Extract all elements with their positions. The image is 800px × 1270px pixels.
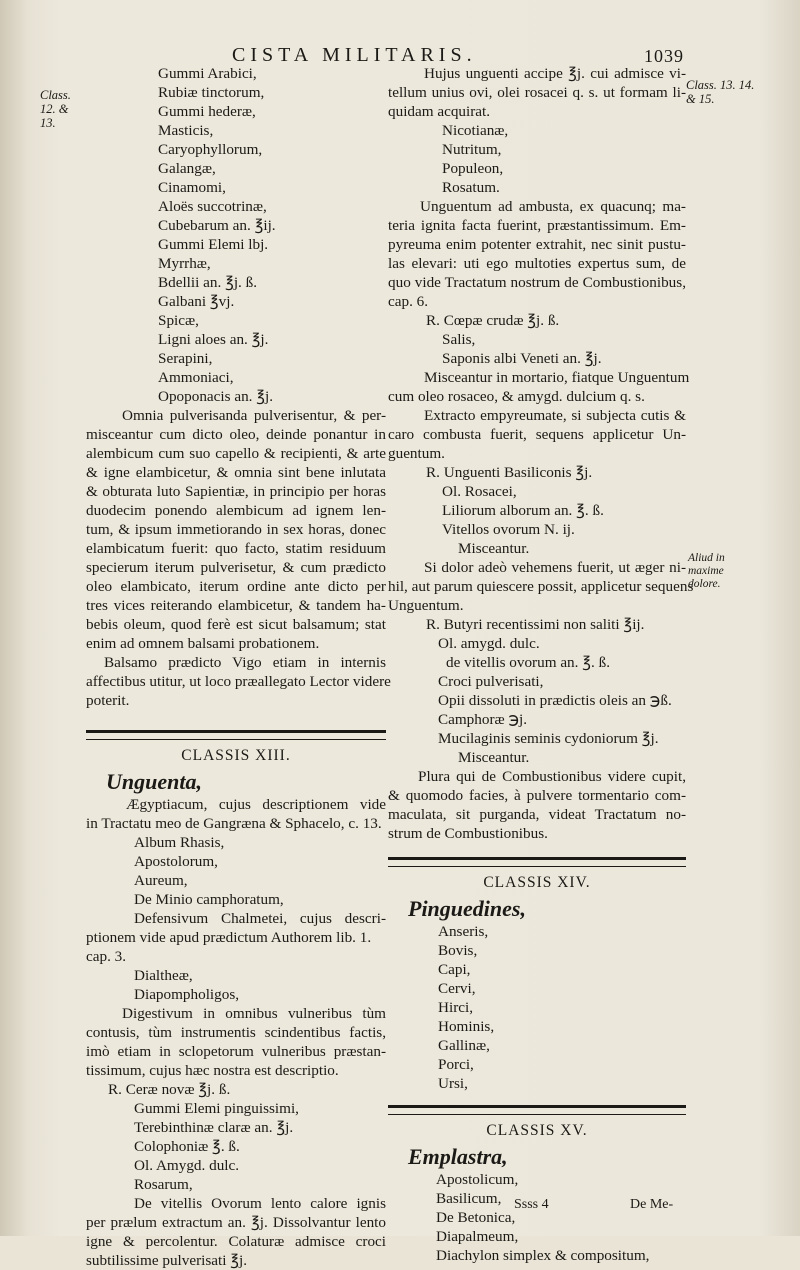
text-line: tres vices reiterando elambicetur, & tandem ha- <box>86 597 386 614</box>
list-item: Nutritum, <box>442 141 502 158</box>
recipe-line: Opii dissoluti in prædictis oleis an ℈ß. <box>438 692 672 709</box>
list-item: Rosatum. <box>442 179 500 196</box>
recipe-line: Salis, <box>442 331 476 348</box>
text-line: quidam acquirat. <box>388 103 491 120</box>
class-15-title: CLASSIS XV. <box>486 1122 588 1139</box>
text-line: caro combusta fuerit, sequens applicetur Un- <box>388 426 686 443</box>
list-item: Caryophyllorum, <box>158 141 263 158</box>
list-item: Gummi hederæ, <box>158 103 256 120</box>
text-line: teria ignita facta fuerint, præstantissimum. Em- <box>388 217 686 234</box>
list-item: Gummi Arabici, <box>158 65 257 82</box>
list-item: Basilicum, <box>436 1190 502 1207</box>
text-line: bebis oleum, quod ferè est sicut balsamum; stat <box>86 616 386 633</box>
list-item: Apostolicum, <box>436 1171 519 1188</box>
ingredient-list <box>86 64 386 406</box>
text-line: tum, & ipsum immetiorando in sex horas, donec <box>86 521 386 538</box>
list-item: Diapompholigos, <box>134 986 240 1003</box>
pinguedines-list <box>388 922 686 1093</box>
text-line: igne & percolentur. Colaturæ admisce croci <box>86 1233 386 1250</box>
class-13-title: CLASSIS XIII. <box>181 747 291 764</box>
text-line: maculata, sit purganda, videat Tractatum no- <box>388 806 686 823</box>
text-line: oleo elambicato, iterum ordine ante dicto per <box>86 578 386 595</box>
text-line: strum de Combustionibus. <box>388 825 548 842</box>
paragraph <box>388 406 686 463</box>
recipe-line: Colophoniæ ℥. ß. <box>134 1138 240 1155</box>
recipe-line: Misceantur. <box>458 540 530 557</box>
list-item: Spicæ, <box>158 312 199 329</box>
text-line: Si dolor adeò vehemens fuerit, ut æger ni- <box>424 559 686 576</box>
list-item: Anseris, <box>438 923 489 940</box>
text-line: & quomodo facies, à pulvere tormentario com- <box>388 787 686 804</box>
list-item: Capi, <box>438 961 471 978</box>
class-15-heading: Emplastra, <box>408 1144 508 1169</box>
recipe-line: R. Butyri recentissimi non saliti ℥ij. <box>426 616 645 633</box>
text-line: subtilissime pulverisati ℥j. <box>86 1252 248 1269</box>
text-line: tissimum, cujus hæc nostra est descriptio. <box>86 1062 339 1079</box>
recipe-line: R. Cœpæ crudæ ℥j. ß. <box>426 312 560 329</box>
text-line: specierum iterum pulverisetur, & cum prædicto <box>86 559 386 576</box>
list-item: Hominis, <box>438 1018 495 1035</box>
text-line: & igne elambicetur, & omnia sint bene inlutata <box>86 464 386 481</box>
list-item: Defensivum Chalmetei, cujus descri- <box>134 910 386 927</box>
list-item: De Betonica, <box>436 1209 516 1226</box>
list-item: Cinamomi, <box>158 179 226 196</box>
paragraph <box>86 1004 386 1080</box>
text-line: & obturata luto Sapientiæ, in principio per horas <box>86 483 386 500</box>
list-item: Apostolorum, <box>134 853 218 870</box>
text-line: Misceantur in mortario, fiatque Unguentum <box>424 369 690 386</box>
text-line: misceantur cum dicto oleo, deinde ponantur in <box>86 426 386 443</box>
list-item: Diachylon simplex & compositum, <box>436 1247 650 1264</box>
recipe-line: R. Ceræ novæ ℥j. ß. <box>108 1081 231 1098</box>
list-item: ptionem vide apud prædictum Authorem lib. 1. <box>86 929 372 946</box>
recipe-line: Mucilaginis seminis cydoniorum ℥j. <box>438 730 659 747</box>
recipe-line: Saponis albi Veneti an. ℥j. <box>442 350 602 367</box>
catchword: De Me- <box>630 1197 674 1212</box>
list-item: Cubebarum an. ℥ij. <box>158 217 276 234</box>
recipe-line: Gummi Elemi pinguissimi, <box>134 1100 299 1117</box>
text-line: Digestivum in omnibus vulneribus tùm <box>122 1005 386 1022</box>
recipe-line: Rosarum, <box>134 1176 193 1193</box>
list-item: in Tractatu meo de Gangræna & Sphacelo, c. 13. <box>86 815 382 832</box>
section-divider <box>388 857 686 867</box>
recipe <box>388 463 686 558</box>
paragraph <box>388 197 686 311</box>
text-line: hil, aut parum quiescere possit, applicetur sequens <box>388 578 694 595</box>
text-line: tellum unius ovi, olei rosacei q. s. ut formam li- <box>388 84 686 101</box>
ointment-list <box>388 121 686 197</box>
section-divider <box>388 1105 686 1115</box>
text-line: Extracto empyreumate, si subjecta cutis & <box>424 407 686 424</box>
recipe-line: Terebinthinæ claræ an. ℥j. <box>134 1119 294 1136</box>
recipe-line: Ol. amygd. dulc. <box>438 635 540 652</box>
list-item: Opoponacis an. ℥j. <box>158 388 274 405</box>
paragraph <box>86 406 386 653</box>
list-item: Bdellii an. ℥j. ß. <box>158 274 258 291</box>
recipe-line: Ol. Amygd. dulc. <box>134 1157 240 1174</box>
list-item: Rubiæ tinctorum, <box>158 84 265 101</box>
text-line: pyreuma enim potenter extrahit, nec sinit pustu- <box>388 236 686 253</box>
list-item: Galbani ℥vj. <box>158 293 235 310</box>
list-item: Masticis, <box>158 122 214 139</box>
list-item: Gallinæ, <box>438 1037 490 1054</box>
list-item: Aureum, <box>134 872 188 889</box>
list-item: Porci, <box>438 1056 474 1073</box>
text-line: enim ad omnem balsami probationem. <box>86 635 320 652</box>
recipe-line: Liliorum alborum an. ℥. ß. <box>442 502 604 519</box>
text-line: contusis, tùm instrumentis scindentibus factis, <box>86 1024 386 1041</box>
text-line: quo vide Tractatum nostrum de Combustionibus, <box>388 274 686 291</box>
text-line: alembicum cum suo capello & recipienti, & arte <box>86 445 386 462</box>
text-line: duodecim ponendo alembicum ad ignem len- <box>86 502 386 519</box>
list-item: Populeon, <box>442 160 504 177</box>
margin-note-right-top: Class. 13. 14. & 15. <box>686 78 755 106</box>
recipe-line: Camphoræ ℈j. <box>438 711 528 728</box>
list-item: Ammoniaci, <box>158 369 234 386</box>
unguenta-list <box>86 795 386 1004</box>
paragraph <box>86 1194 386 1270</box>
text-line: Plura qui de Combustionibus videre cupit, <box>418 768 686 785</box>
paragraph <box>388 767 686 843</box>
page-number: 1039 <box>644 46 684 66</box>
list-item: Diapalmeum, <box>436 1228 519 1245</box>
recipe-line: Croci pulverisati, <box>438 673 544 690</box>
emplastra-list <box>388 1170 686 1265</box>
text-line: Omnia pulverisanda pulverisentur, & per- <box>122 407 386 424</box>
recipe <box>86 1080 386 1194</box>
list-item: Myrrhæ, <box>158 255 211 272</box>
paragraph <box>86 653 391 710</box>
margin-note-right-mid: Aliud in maxime dolore. <box>688 552 725 590</box>
list-item: Gummi Elemi lbj. <box>158 236 269 253</box>
list-item: Galangæ, <box>158 160 216 177</box>
list-item: Serapini, <box>158 350 213 367</box>
list-item: Bovis, <box>438 942 478 959</box>
text-line: per prælum extractum an. ℥j. Dissolvantur lento <box>86 1214 386 1231</box>
section-divider <box>86 730 386 740</box>
margin-note-left: Class. 12. & 13. <box>40 88 71 130</box>
text-line: cum oleo rosaceo, & amygd. dulcium q. s. <box>388 388 645 405</box>
text-line: guentum. <box>388 445 445 462</box>
paragraph <box>388 64 686 121</box>
class-14-title: CLASSIS XIV. <box>483 874 591 891</box>
recipe <box>388 615 686 767</box>
list-item: Aloës succotrinæ, <box>158 198 267 215</box>
text-line: imò etiam in sclopetorum vulneribus præstan- <box>86 1043 386 1060</box>
text-line: elambicatum fuerit: quo facto, statim residuum <box>86 540 386 557</box>
text-line: poterit. <box>86 692 130 709</box>
text-line: De vitellis Ovorum lento calore ignis <box>134 1195 386 1212</box>
signature-mark: Ssss 4 <box>514 1197 549 1212</box>
list-item: Hirci, <box>438 999 474 1016</box>
text-line: Hujus unguenti accipe ℥j. cui admisce vi- <box>424 65 686 82</box>
text-line: Balsamo prædicto Vigo etiam in internis <box>104 654 386 671</box>
list-item: Cervi, <box>438 980 476 997</box>
recipe-line: R. Unguenti Basiliconis ℥j. <box>426 464 593 481</box>
left-column <box>86 64 391 1270</box>
text-line: cap. 6. <box>388 293 429 310</box>
text-line: Unguentum ad ambusta, ex quacunq; ma- <box>420 198 686 215</box>
recipe-line: Misceantur. <box>458 749 530 766</box>
list-item: Album Rhasis, <box>134 834 225 851</box>
right-column <box>388 64 694 1265</box>
recipe-line: Vitellos ovorum N. ij. <box>442 521 575 538</box>
text-line: las elevari: uti ego multoties expertus sum, de <box>388 255 686 272</box>
recipe-line: Ol. Rosacei, <box>442 483 517 500</box>
list-item: Nicotianæ, <box>442 122 509 139</box>
list-item: De Minio camphoratum, <box>134 891 284 908</box>
list-item: Ursi, <box>438 1075 468 1092</box>
list-item: cap. 3. <box>86 948 127 965</box>
paragraph <box>388 558 694 615</box>
recipe <box>388 311 686 368</box>
class-14-heading: Pinguedines, <box>408 896 526 921</box>
text-line: Unguentum. <box>388 597 464 614</box>
list-item: Dialtheæ, <box>134 967 193 984</box>
list-item: Ligni aloes an. ℥j. <box>158 331 269 348</box>
running-title: CISTA MILITARIS. <box>232 44 477 66</box>
paragraph <box>388 368 690 406</box>
class-13-heading: Unguenta, <box>106 769 202 794</box>
list-item: Ægyptiacum, cujus descriptionem vide <box>126 796 386 813</box>
recipe-line: de vitellis ovorum an. ℥. ß. <box>446 654 610 671</box>
text-line: affectibus utitur, ut loco præallegato Lector videre <box>86 673 391 690</box>
